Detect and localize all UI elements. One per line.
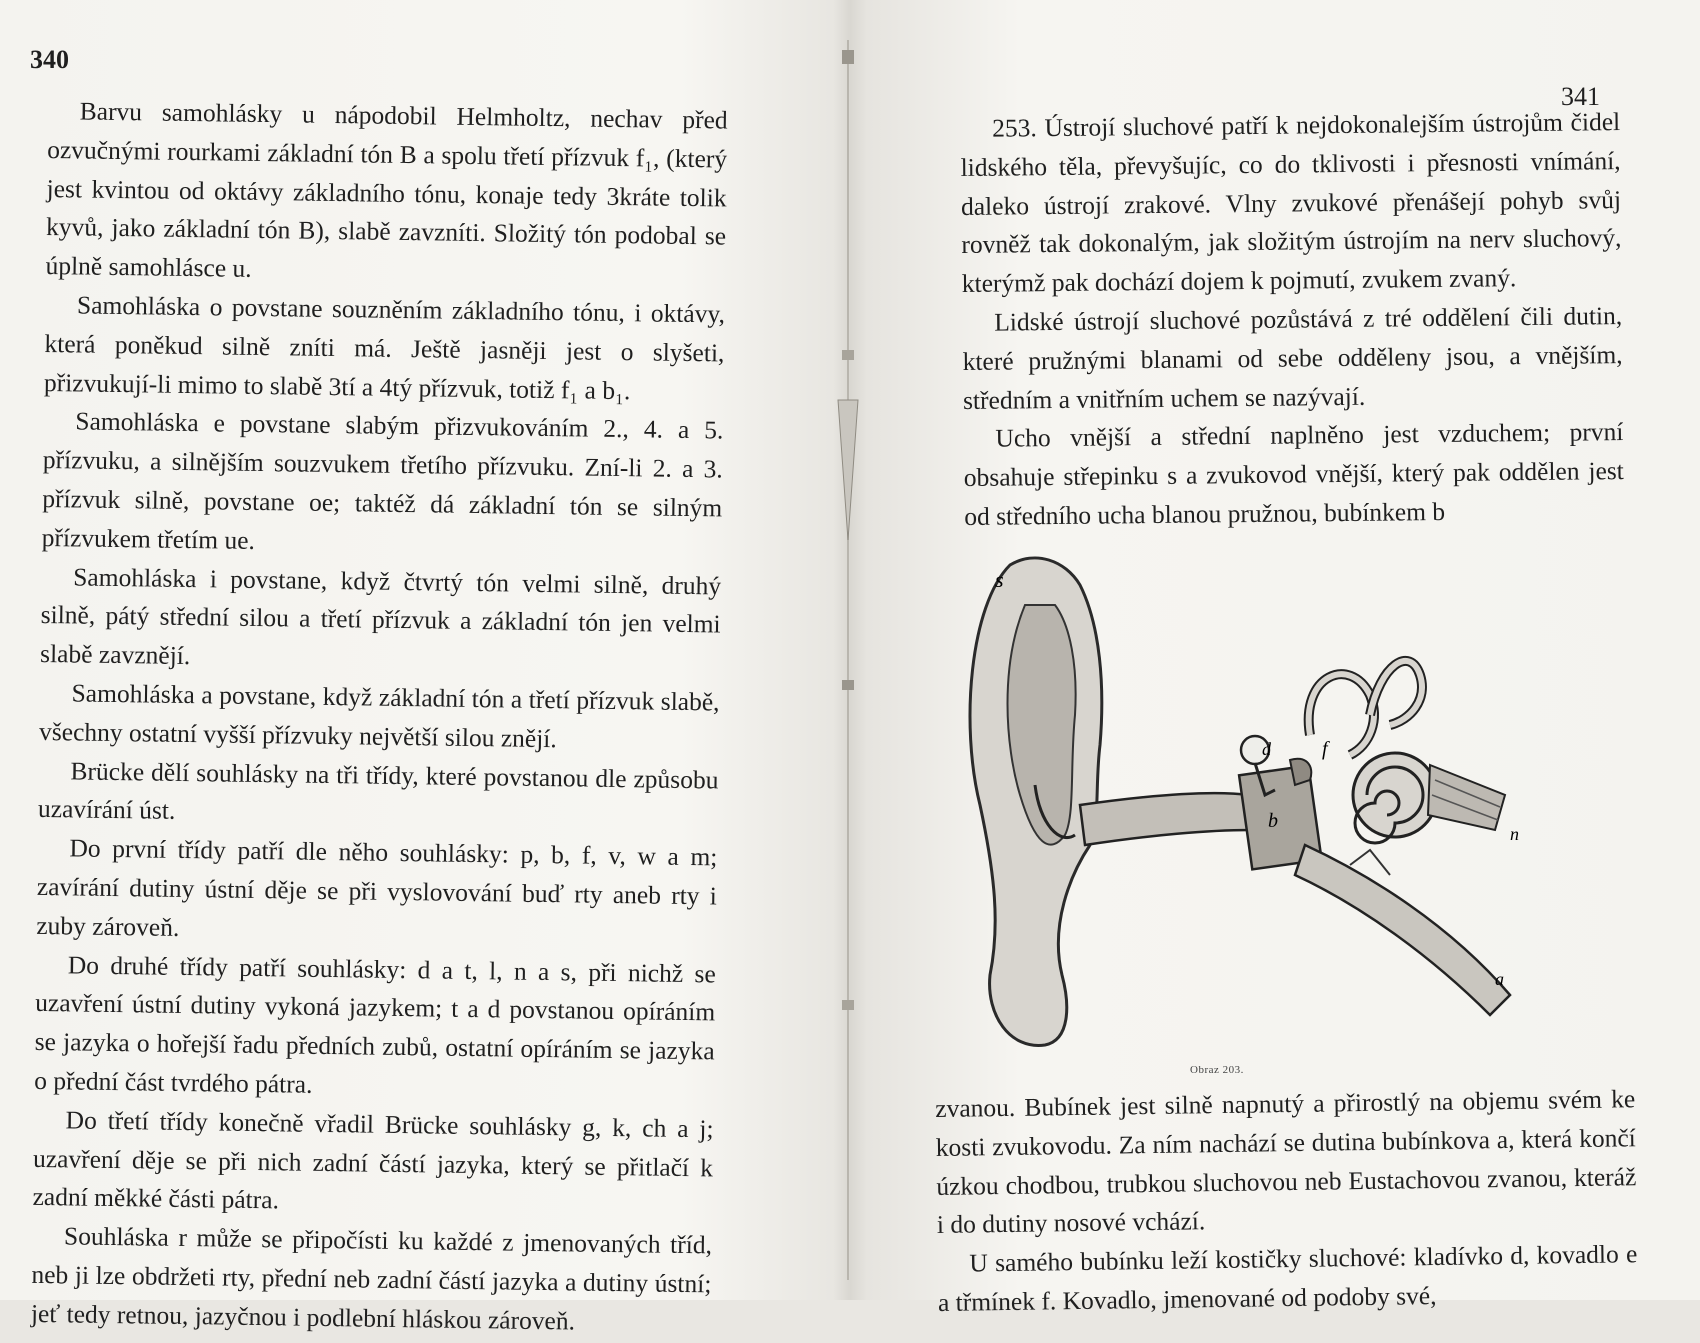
ear-anatomy-figure (950, 545, 1540, 1065)
paragraph: Samohláska i povstane, když čtvrtý tón velmi silně, druhý silně, pátý střední silou a třetí přízvuk a základní tón jen velmi slabě zavznějí. (39, 561, 722, 671)
paragraph: zvanou. Bubínek jest silně napnutý a přirostlý na objemu svém ke kosti zvukovodu. Za ním nachází se dutina bubínkova a, která končí úzkou chodbou, trubkou sluchovou neb Eustachovou zvanou, kteráž i do dutiny nosové vchází. (935, 1084, 1637, 1240)
label-b: b (1268, 810, 1278, 832)
paragraph: U samého bubínku leží kostičky sluchové: kladívko d, kovadlo e a třmínek f. Kovadlo, jmenované od podoby své, (937, 1239, 1638, 1317)
paragraph: Ucho vnější a střední naplněno jest vzduchem; první obsahuje střepinku s a zvukovod vnější, který pak oddělen jest od středního ucha blanou pružnou, bubínkem b (963, 417, 1624, 531)
label-f: f (1322, 738, 1328, 760)
right-page (880, 0, 1700, 1317)
gutter-stitching-icon (836, 40, 860, 1280)
ear-illustration-icon (950, 545, 1540, 1065)
right-text-column-top (960, 103, 1624, 537)
paragraph: Samohláska e povstane slabým přizvukováním 2., 4. a 5. přízvuku, a silnějším souzvukem třetího přízvuku. Zní-li 2. a 3. přízvuk silně, povstane oe; taktéž dá základní tón se silným přízvukem třetím ue. (41, 406, 724, 555)
label-d: d (1262, 739, 1271, 759)
paragraph: Lidské ústrojí sluchové pozůstává z tré oddělení čili dutin, které pružnými blanami od sebe odděleny jsou, a vnějším, středním a vnitřním uchem se nazývají. (962, 301, 1623, 415)
right-text-column-bottom (935, 1080, 1638, 1323)
paragraph: Do třetí třídy konečně vřadil Brücke souhlásky g, k, ch a j; uzavření děje se při nich zadní částí jazyka, který se přitlačí k zadní měkké části pátra. (32, 1105, 714, 1215)
paragraph: Samohláska o povstane souzněním základního tónu, i oktávy, která poněkud silně zníti má. Ještě jasněji jest o slyšeti, přizvukují-li mimo to slabě 3tí a 4tý přízvuk, totiž f₁ a b₁. (43, 290, 726, 405)
figure-caption: Obraz 203. (1190, 1064, 1244, 1076)
label-a: a (1495, 969, 1504, 989)
paragraph: Souhláska r může se připočísti ku každé z jmenovaných tříd, neb ji lze obdržeti rty, přední neb zadní částí jazyka a dutiny ústní; jeť tedy retnou, jazyčnou i podlební hláskou zároveň. (30, 1221, 713, 1336)
book-gutter (836, 40, 860, 1280)
paragraph: Samohláska a povstane, když základní tón a třetí přízvuk slabě, všechny ostatní vyšší přízvuky největší silou znějí. (38, 678, 720, 753)
page-number-left: 340 (30, 45, 69, 74)
page-number-right: 341 (1561, 82, 1600, 111)
left-text-column (31, 92, 728, 1343)
paragraph: Do první třídy patří dle něho souhlásky: p, b, f, v, w a m; zavírání dutiny ústní děje se při vyslovování buď rty aneb rty i zuby zároveň. (36, 833, 718, 942)
paragraph: Brücke dělí souhlásky na tři třídy, které povstanou dle způsobu uzavírání úst. (37, 755, 719, 826)
paragraph: 253. Ústrojí sluchové patří k nejdokonalejším ústrojům čidel lidského těla, převyšujíc, co do tklivosti i přesnosti vnímání, daleko ústrojí zrakové. Vlny zvukové přenášejí pohyb svůj rovněž tak dokonalým, jak složitým ústrojím na nerv sluchový, kterýmž pak dochází dojem k pojmutí, zvukem zvaný. (960, 107, 1622, 299)
label-s: s (995, 567, 1004, 592)
label-n: n (1510, 824, 1519, 844)
paragraph: Do druhé třídy patří souhlásky: d a t, l, n a s, při nichž se uzavření ústní dutiny vykoná jazykem; t a d povstanou opíráním se jazyka o hořejší řadu předních zubů, ostatní opíráním se jazyka o přední část tvrdého pátra. (33, 949, 716, 1099)
left-page (0, 0, 820, 1336)
paragraph: Barvu samohlásky u nápodobil Helmholtz, nechav před ozvučnými rourkami základní tón B a spolu třetí přízvuk f₁, (který jest kvintou od oktávy základního tónu, konaje tedy 3kráte tolik kyvů, jako základní tón B), slabě zavzníti. Složitý tón podobal se úplně samohlásce u. (45, 96, 728, 284)
